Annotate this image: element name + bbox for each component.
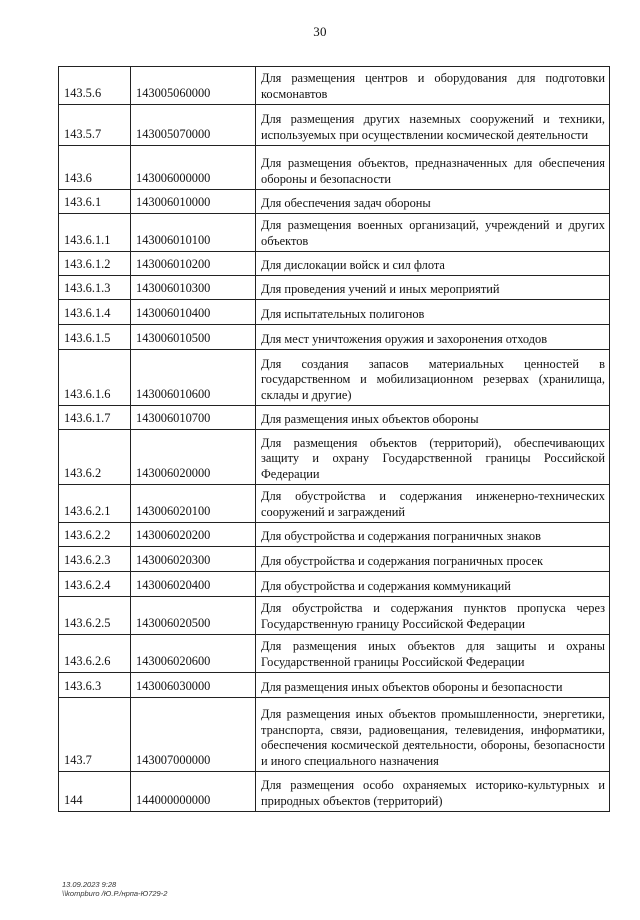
row-code-cell: 143.6.1.7 [59,406,131,430]
table-row [59,350,610,406]
table-row [59,276,610,300]
table-row [59,406,610,430]
row-number-cell: 143005060000 [131,67,256,105]
row-description-cell: Для обеспечения задач обороны [256,190,610,214]
row-description-cell: Для размещения объектов, предназначенных для обеспечения обороны и безопасности [256,146,610,190]
row-code-cell: 143.6.1.2 [59,252,131,276]
row-number-cell: 143006020000 [131,430,256,485]
table-row [59,635,610,673]
classification-table [58,66,610,812]
row-description-cell: Для размещения иных объектов обороны [256,406,610,430]
row-description-cell: Для мест уничтожения оружия и захоронения отходов [256,325,610,350]
footer-file-path: \\kompburo /Ю.Р./нрпа-Ю729-2 [62,889,168,898]
row-number-cell: 143006020500 [131,597,256,635]
row-description-cell: Для обустройства и содержания коммуникаций [256,572,610,597]
row-code-cell: 143.6.1.5 [59,325,131,350]
row-description-cell: Для испытательных полигонов [256,300,610,325]
table-row [59,572,610,597]
table-row [59,772,610,812]
table-row [59,146,610,190]
row-number-cell: 143005070000 [131,105,256,146]
row-number-cell: 143006010400 [131,300,256,325]
row-description-cell: Для создания запасов материальных ценностей в государственном и мобилизационном резервах (хранилища, склады и другие) [256,350,610,406]
row-description-cell: Для размещения центров и оборудования для подготовки космонавтов [256,67,610,105]
row-description-cell: Для размещения иных объектов обороны и безопасности [256,673,610,698]
row-number-cell: 143006020400 [131,572,256,597]
row-code-cell: 143.6.1.3 [59,276,131,300]
row-description-cell: Для размещения иных объектов промышленности, энергетики, транспорта, связи, радиовещания, телевидения, информатики, обеспечения космической деятельности, обороны, безопасности и иного специального назначения [256,698,610,772]
table-row [59,547,610,572]
row-number-cell: 143006010200 [131,252,256,276]
row-description-cell: Для размещения особо охраняемых историко-культурных и природных объектов (территорий) [256,772,610,812]
row-number-cell: 143007000000 [131,698,256,772]
row-description-cell: Для дислокации войск и сил флота [256,252,610,276]
row-description-cell: Для размещения объектов (территорий), обеспечивающих защиту и охрану Государственной границы Российской Федерации [256,430,610,485]
row-code-cell: 143.6.1.4 [59,300,131,325]
row-number-cell: 143006010600 [131,350,256,406]
row-description-cell: Для обустройства и содержания пограничных просек [256,547,610,572]
row-number-cell: 143006010700 [131,406,256,430]
row-number-cell: 143006010000 [131,190,256,214]
row-code-cell: 143.6.2.6 [59,635,131,673]
row-description-cell: Для проведения учений и иных мероприятий [256,276,610,300]
document-footer [62,880,167,898]
row-number-cell: 143006010500 [131,325,256,350]
row-description-cell: Для обустройства и содержания пограничных знаков [256,523,610,547]
row-code-cell: 143.5.6 [59,67,131,105]
table-row [59,673,610,698]
row-code-cell: 143.6.2 [59,430,131,485]
row-code-cell: 143.6.2.2 [59,523,131,547]
row-number-cell: 143006020600 [131,635,256,673]
row-code-cell: 143.7 [59,698,131,772]
table-row [59,252,610,276]
table-row [59,300,610,325]
row-code-cell: 143.6.2.1 [59,485,131,523]
table-row [59,214,610,252]
row-description-cell: Для обустройства и содержания инженерно-технических сооружений и заграждений [256,485,610,523]
row-number-cell: 143006010100 [131,214,256,252]
table-row [59,430,610,485]
row-description-cell: Для размещения других наземных сооружений и техники, используемых при осуществлении космической деятельности [256,105,610,146]
row-code-cell: 143.6.2.3 [59,547,131,572]
table-row [59,325,610,350]
table-row [59,485,610,523]
footer-timestamp: 13.09.2023 9:28 [62,880,117,889]
row-description-cell: Для обустройства и содержания пунктов пропуска через Государственную границу Российской Федерации [256,597,610,635]
row-code-cell: 144 [59,772,131,812]
row-code-cell: 143.6.1.1 [59,214,131,252]
row-code-cell: 143.6.1 [59,190,131,214]
table-row [59,698,610,772]
row-code-cell: 143.6.2.4 [59,572,131,597]
row-code-cell: 143.6.2.5 [59,597,131,635]
classification-table-body [59,67,610,812]
row-code-cell: 143.6.1.6 [59,350,131,406]
row-code-cell: 143.6 [59,146,131,190]
page-number: 30 [313,24,327,39]
row-number-cell: 143006020100 [131,485,256,523]
table-row [59,105,610,146]
table-row [59,523,610,547]
table-row [59,190,610,214]
row-description-cell: Для размещения иных объектов для защиты и охраны Государственной границы Российской Федерации [256,635,610,673]
row-code-cell: 143.6.3 [59,673,131,698]
row-number-cell: 143006020200 [131,523,256,547]
row-number-cell: 143006000000 [131,146,256,190]
row-number-cell: 143006020300 [131,547,256,572]
row-number-cell: 144000000000 [131,772,256,812]
row-number-cell: 143006010300 [131,276,256,300]
row-number-cell: 143006030000 [131,673,256,698]
row-description-cell: Для размещения военных организаций, учреждений и других объектов [256,214,610,252]
table-row [59,67,610,105]
table-row [59,597,610,635]
row-code-cell: 143.5.7 [59,105,131,146]
